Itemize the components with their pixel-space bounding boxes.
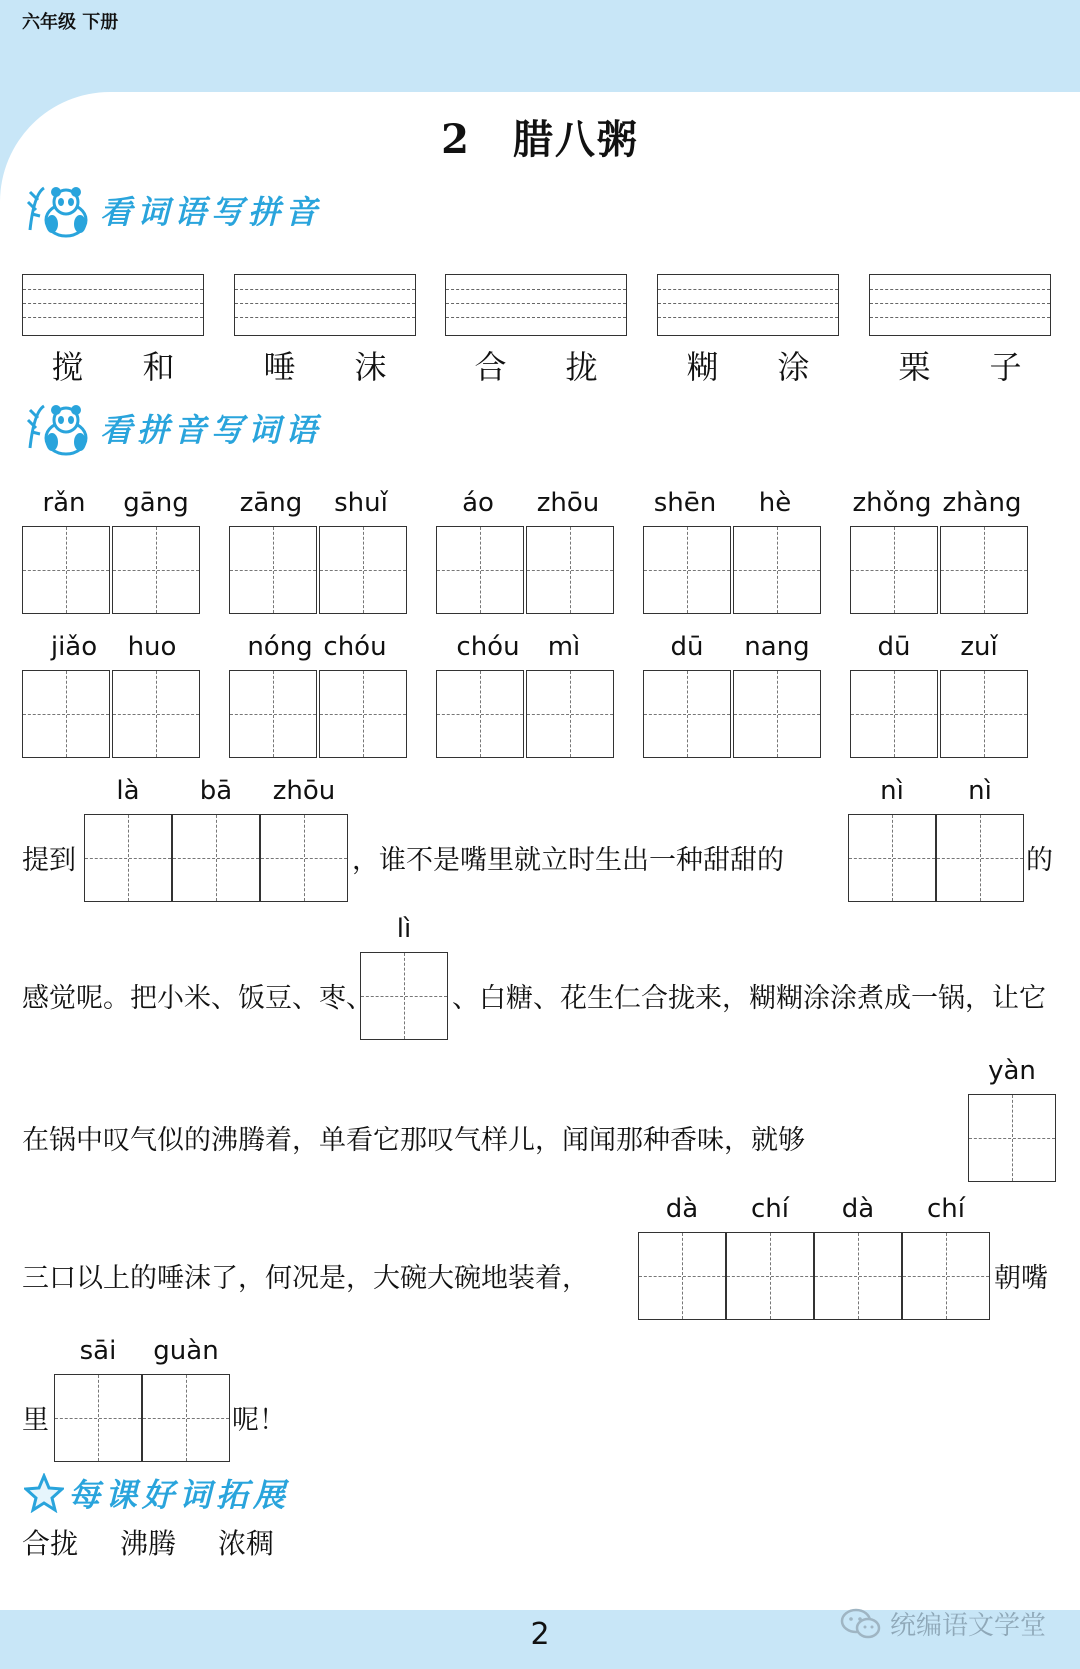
extension-word: 浓稠 [218, 1527, 275, 1560]
word-characters: 栗 子 [898, 348, 1022, 386]
writing-cell[interactable] [936, 814, 1024, 902]
pinyin-label: áo [462, 488, 494, 518]
word-characters: 搅 和 [51, 348, 175, 386]
writing-cell[interactable] [436, 670, 524, 758]
writing-cell[interactable] [526, 526, 614, 614]
pinyin-label: zhǒng [852, 488, 932, 518]
passage-text: 的 [1026, 845, 1053, 876]
star-icon [24, 1473, 64, 1513]
writing-cell[interactable] [850, 670, 938, 758]
pinyin-label: là [116, 776, 140, 806]
extension-words [22, 1522, 274, 1562]
writing-cell[interactable] [733, 670, 821, 758]
writing-cell[interactable] [112, 670, 200, 758]
pinyin-label: lì [396, 914, 412, 944]
writing-cell[interactable] [850, 526, 938, 614]
writing-cell[interactable] [643, 670, 731, 758]
pinyin-label: huo [127, 632, 177, 662]
extension-word: 沸腾 [120, 1527, 177, 1560]
pinyin-label: chí [927, 1194, 965, 1224]
section-heading-text-2: 看拼音写词语 [100, 411, 323, 449]
writing-cell[interactable] [84, 814, 172, 902]
pinyin-answer-box[interactable] [445, 274, 627, 336]
watermark-text: 统编语文学堂 [889, 1611, 1046, 1641]
writing-cell[interactable] [848, 814, 936, 902]
pinyin-label: sāi [79, 1336, 117, 1366]
writing-cell[interactable] [726, 1232, 814, 1320]
extension-word: 合拢 [22, 1527, 79, 1560]
lesson-title: 2 腊八粥 [441, 116, 639, 163]
pinyin-label: nì [880, 776, 904, 806]
writing-cell[interactable] [22, 526, 110, 614]
pinyin-label: chóu [456, 632, 520, 662]
pinyin-label: zhōu [536, 488, 600, 518]
pinyin-label: zhàng [942, 488, 1022, 518]
passage-text: 在锅中叹气似的沸腾着，单看它那叹气样儿，闻闻那种香味，就够 [22, 1125, 805, 1156]
writing-cell[interactable] [142, 1374, 230, 1462]
pinyin-label: gāng [123, 488, 189, 518]
pinyin-label: guàn [153, 1336, 219, 1366]
passage-text: 呢！ [232, 1405, 286, 1436]
writing-cell[interactable] [733, 526, 821, 614]
writing-cell[interactable] [22, 670, 110, 758]
writing-cell[interactable] [112, 526, 200, 614]
writing-cell[interactable] [638, 1232, 726, 1320]
passage-text: 里 [22, 1405, 49, 1436]
pinyin-answer-box[interactable] [657, 274, 839, 336]
pinyin-label: dū [670, 632, 704, 662]
section-heading-text-3: 每课好词拓展 [68, 1476, 291, 1514]
pinyin-label: zuǐ [960, 632, 998, 662]
word-characters: 唾 沫 [263, 348, 387, 386]
writing-cell[interactable] [526, 670, 614, 758]
section-heading-1 [24, 180, 322, 240]
pinyin-label: zāng [239, 488, 303, 518]
word-characters: 糊 涂 [686, 348, 810, 386]
section-heading-text-1: 看词语写拼音 [100, 193, 323, 231]
panda-icon [24, 398, 96, 458]
pinyin-label: shēn [653, 488, 717, 518]
pinyin-answer-box[interactable] [22, 274, 204, 336]
pinyin-label: jiǎo [50, 632, 98, 662]
pinyin-answer-box[interactable] [869, 274, 1051, 336]
pinyin-label: chí [751, 1194, 789, 1224]
pinyin-label: mì [547, 632, 581, 662]
passage-text: ，谁不是嘴里就立时生出一种甜甜的 [352, 845, 784, 876]
writing-cell[interactable] [172, 814, 260, 902]
pinyin-answer-box[interactable] [234, 274, 416, 336]
word-characters: 合 拢 [474, 348, 598, 386]
writing-cell[interactable] [319, 670, 407, 758]
pinyin-label: nang [744, 632, 810, 662]
passage-text: 、白糖、花生仁合拢来，糊糊涂涂煮成一锅，让它 [452, 983, 1046, 1014]
pinyin-label: dà [841, 1194, 875, 1224]
page-number: 2 [530, 1617, 550, 1652]
writing-cell[interactable] [902, 1232, 990, 1320]
pinyin-label: chóu [323, 632, 387, 662]
pinyin-label: nóng [247, 632, 313, 662]
writing-cell[interactable] [54, 1374, 142, 1462]
watermark [840, 1605, 1046, 1642]
section-heading-2 [24, 398, 322, 458]
pinyin-label: bā [199, 776, 233, 806]
writing-cell[interactable] [360, 952, 448, 1040]
writing-cell[interactable] [319, 526, 407, 614]
writing-cell[interactable] [436, 526, 524, 614]
section-heading-3 [24, 1470, 290, 1516]
pinyin-label: rǎn [42, 488, 86, 518]
pinyin-label: shuǐ [334, 488, 388, 518]
writing-cell[interactable] [940, 670, 1028, 758]
pinyin-label: hè [758, 488, 792, 518]
grade-label: 六年级 下册 [22, 12, 119, 33]
pinyin-label: zhōu [272, 776, 336, 806]
pinyin-label: dà [665, 1194, 699, 1224]
panda-icon [24, 180, 96, 240]
pinyin-label: yàn [988, 1056, 1036, 1086]
writing-cell[interactable] [814, 1232, 902, 1320]
passage-text: 朝嘴 [994, 1263, 1048, 1294]
pinyin-label: dū [877, 632, 911, 662]
writing-cell[interactable] [229, 670, 317, 758]
passage-text: 感觉呢。把小米、饭豆、枣、 [22, 983, 373, 1014]
passage-text: 三口以上的唾沫了，何况是，大碗大碗地装着， [22, 1263, 589, 1294]
writing-cell[interactable] [643, 526, 731, 614]
passage-text: 提到 [22, 845, 76, 876]
writing-cell[interactable] [229, 526, 317, 614]
writing-cell[interactable] [940, 526, 1028, 614]
chat-bubble-icon [840, 1607, 882, 1641]
writing-cell[interactable] [968, 1094, 1056, 1182]
writing-cell[interactable] [260, 814, 348, 902]
pinyin-label: nì [968, 776, 992, 806]
